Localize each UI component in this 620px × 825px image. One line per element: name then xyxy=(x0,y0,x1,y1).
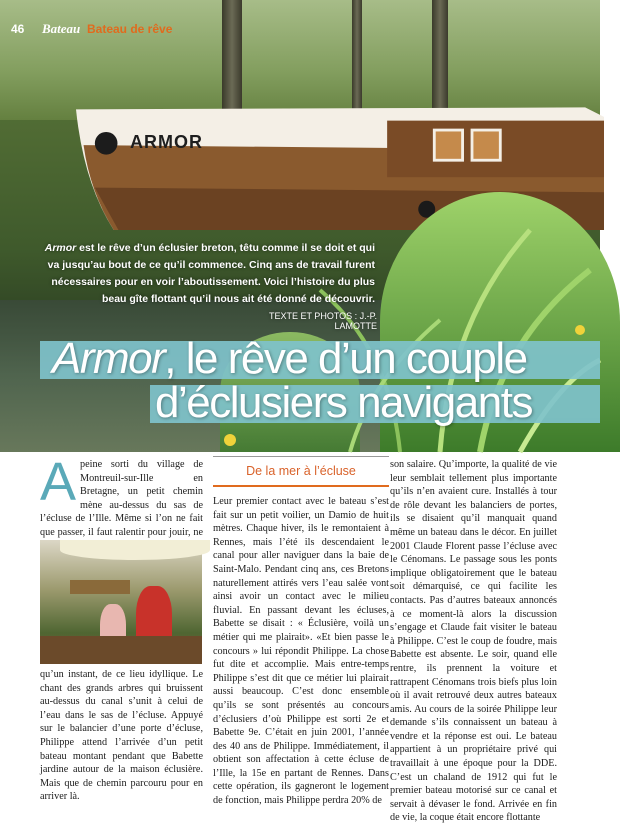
title-boat-name: Armor xyxy=(52,334,165,383)
subheading: De la mer à l’écluse xyxy=(213,459,389,487)
boat-name-label: ARMOR xyxy=(130,132,203,152)
page-number: 46 xyxy=(11,22,25,36)
tree-trunk xyxy=(352,0,362,110)
garden-table xyxy=(40,636,202,664)
parasol xyxy=(60,540,210,560)
column-3-text: son salaire. Qu’importe, la qualité de vie leur semblait tellement plus importante qu’ils n’en avaient cure. Installés à tour de rôle devant les balanciers de portes, ils se disaient qu’il manquait quand même un bateau dans le décor. En juillet 2001 Claude Florent passe l’écluse avec le Cénomans. Le passage sous les ponts implique obligatoirement que le bateau soit démarquisé, ce qui facilite les contacts. Pas d’autres bateaux annoncés à ce moment-là alors la discussion s’engage et Claude fait visiter le bateau à Philippe. C’est le coup de foudre, mais Babette est absente. Le soir, quand elle rentre, ils prennent la voiture et rattrapent Cénomans trois biefs plus loin où il avait retrouvé deux autres bateaux amis. Au cours de la soirée Philippe leur demande s’ils connaissent un bateau à vendre et la réponse est oui. Le bateau appartient à un propriétaire privé qui travaillait à une époque pour la DDE. C’est un chaland de 1912 qui fut le premier bateau motorisé sur ce canal et servait à dévaser le fond. Arrivée en fin de vie, la coque était encore flottante xyxy=(390,459,557,824)
drop-cap: A xyxy=(40,452,77,512)
article-title-line2: d’éclusiers navigants xyxy=(155,378,532,427)
column-1-bottom xyxy=(40,668,203,804)
section-name: Bateau xyxy=(42,21,81,36)
photo-credit: TEXTE ET PHOTOS : J.-P. LAMOTTE xyxy=(268,311,377,331)
subhead-rule xyxy=(213,456,389,457)
section-subtitle: Bateau de rêve xyxy=(87,22,173,36)
column-1-continued: qu’un instant, de ce lieu idyllique. Le chant des grands arbres qui bruissent au-dessus du canal s’unit à celui de l’eau dans le sas de l’écluse. Appuyé sur le balancier d’une porte d’écluse, Philippe attend l’arrivée d’un petit bateau montant pendant que Babette jardine autour de la maison éclusière. Mais que de chemin parcouru pour en arriver là. xyxy=(40,669,203,803)
column-2-text: Leur premier contact avec le bateau s’est fait sur un petit voilier, un Damio de huit mètres. Chaque hiver, ils le remontaient à Rennes, mais l’été ils descendaient le canal pour aller naviguer dans la baie de Saint-Malo. Pendant cinq ans, ces Bretons naturellement attirés vers l’eau salée vont ainsi avoir un contact avec le milieu fluvial. En passant devant les écluses, Babette se disait : « Éclusière, voilà un métier qui me plairait». «Et bien passe le concours » lui répondit Philippe. La chose fut dite et accomplie. Mais entre-temps Philippe s’est dit que ce métier lui plairait aussi beaucoup. C’est donc ensemble qu’ils se sont présentés au concours d’éclusiers d’où Philippe est sorti 2e et Babette 9e. C’était en juin 2001, l’année des 40 ans de Philippe. Immédiatement, il obtient son affectation à cette écluse de l’Ille, la 15e en partant de Rennes. Dans cette opération, ils gagneront le logement de fonction, mais Philippe perdra 20% de xyxy=(213,496,389,807)
couple-photo xyxy=(40,540,202,664)
article-title-line1 xyxy=(52,335,527,383)
intro-text: est le rêve d’un éclusier breton, têtu comme il se doit et qui va jusqu’au bout de ce qu’il commence. Cinq ans de travail furent nécessaires pour en voir l’aboutissement. Voici l’histoire du plus beau gîte flottant qu’il nous ait été donné de découvrir. xyxy=(47,242,375,305)
title-line1-text: , le rêve d’un couple xyxy=(164,334,527,383)
column-3 xyxy=(390,458,557,825)
boat-in-photo xyxy=(70,580,130,594)
intro-paragraph xyxy=(40,240,375,308)
column-1-top xyxy=(40,452,203,553)
column-2 xyxy=(213,495,389,808)
column-1-text: peine sorti du village de Montreuil-sur-Ille en Bretagne, un petit chemin mène au-dessus du sas de l’écluse de l’Ille. Même si l’on ne fait que passer, il faut ralentir pour jouir, ne xyxy=(40,459,203,538)
intro-boat-name: Armor xyxy=(44,242,77,254)
